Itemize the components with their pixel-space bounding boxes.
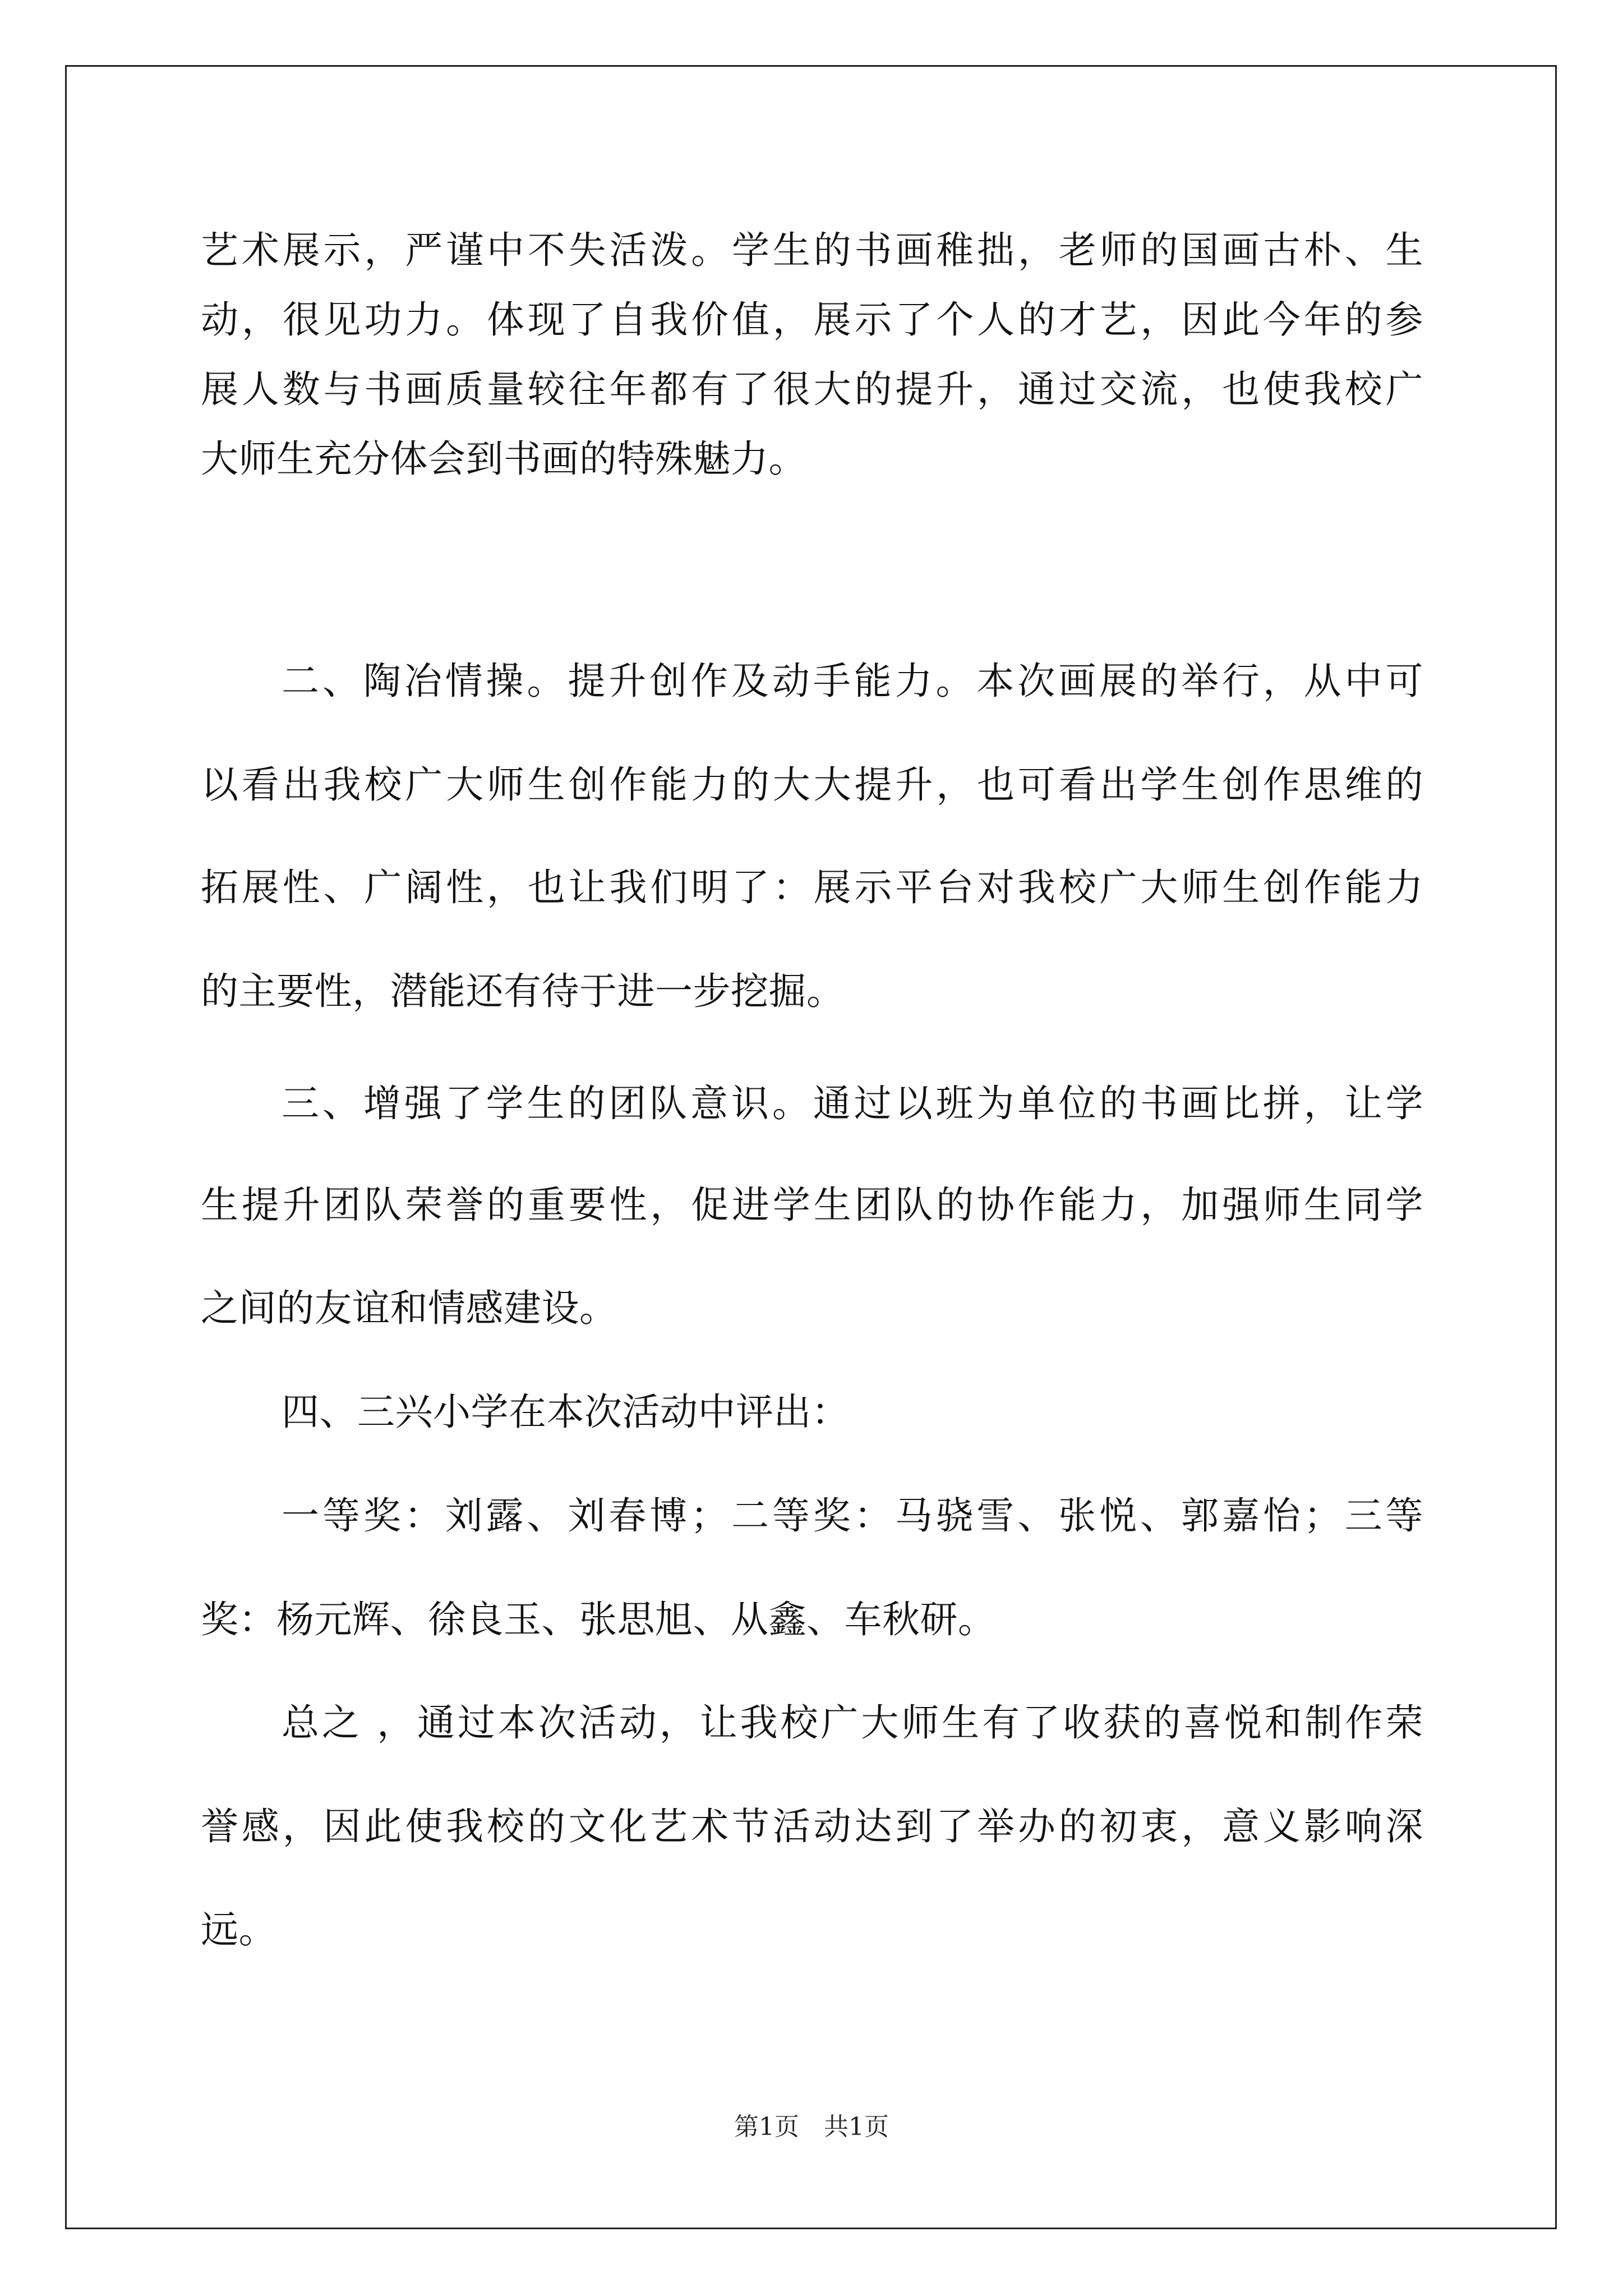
- awards-line-1: 一等奖：刘露、刘春博；二等奖：马骁雪、张悦、郭嘉怡；三等: [282, 1494, 1423, 1538]
- conclusion-line-2: 誉感，因此使我校的文化艺术节活动达到了举办的初衷，意义影响深: [201, 1805, 1423, 1848]
- page-number-footer: 第1页 共1页: [734, 2113, 889, 2141]
- paragraph-1-line-2: 动，很见功力。体现了自我价值，展示了个人的才艺，因此今年的参: [201, 298, 1423, 342]
- paragraph-3-line-1: 三、增强了学生的团队意识。通过以班为单位的书画比拼，让学: [282, 1082, 1423, 1125]
- conclusion-line-3: 远。: [201, 1908, 276, 1952]
- paragraph-2-line-3: 拓展性、广阔性，也让我们明了：展示平台对我校广大师生创作能力: [201, 866, 1423, 909]
- paragraph-1-line-1: 艺术展示，严谨中不失活泼。学生的书画稚拙，老师的国画古朴、生: [201, 228, 1423, 272]
- paragraph-2-line-1: 二、陶冶情操。提升创作及动手能力。本次画展的举行，从中可: [282, 659, 1423, 703]
- awards-line-2: 奖：杨元辉、徐良玉、张思旭、从鑫、车秋研。: [201, 1598, 996, 1641]
- paragraph-2-line-2: 以看出我校广大师生创作能力的大大提升，也可看出学生创作思维的: [201, 763, 1423, 807]
- conclusion-line-1: 总之 ，通过本次活动，让我校广大师生有了收获的喜悦和制作荣: [282, 1701, 1423, 1745]
- paragraph-2-line-4: 的主要性，潜能还有待于进一步挖掘。: [201, 969, 845, 1013]
- paragraph-3-line-3: 之间的友谊和情感建设。: [201, 1286, 617, 1330]
- paragraph-1-line-4: 大师生充分体会到书画的特殊魅力。: [201, 437, 806, 481]
- paragraph-4-line-1: 四、三兴小学在本次活动中评出：: [282, 1390, 850, 1434]
- paragraph-3-line-2: 生提升团队荣誉的重要性，促进学生团队的协作能力，加强师生同学: [201, 1183, 1423, 1227]
- paragraph-1-line-3: 展人数与书画质量较往年都有了很大的提升，通过交流，也使我校广: [201, 367, 1423, 411]
